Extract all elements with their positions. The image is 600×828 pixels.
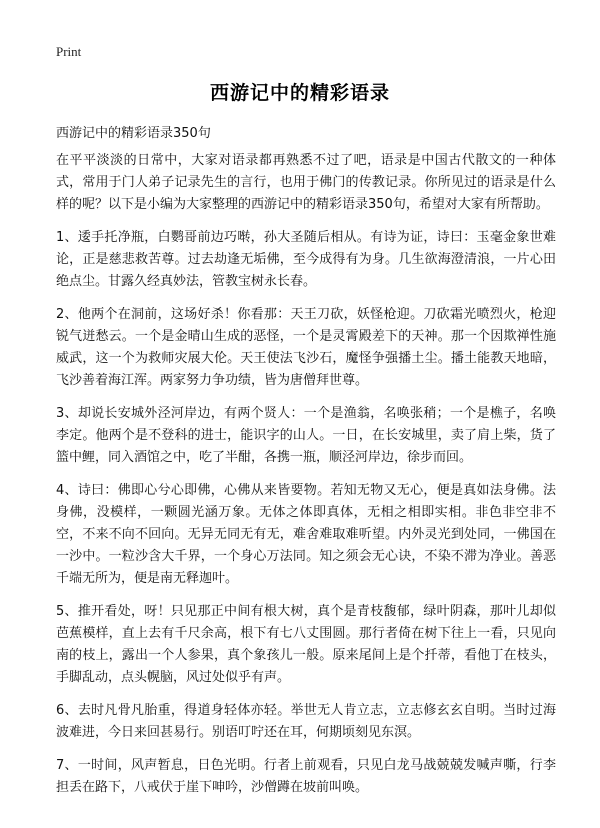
intro-paragraph: 在平平淡淡的日常中，大家对语录都再熟悉不过了吧，语录是中国古代散文的一种体式，常用于门人弟子记录先生的言行，也用于佛门的传教记录。你所见过的语录是什么样的呢？以下是小编为大家整理的西游记中的精彩语录350句，希望对大家有所帮助。 (56, 153, 556, 212)
quote-paragraph: 4、诗曰：佛即心兮心即佛，心佛从来皆要物。若知无物又无心，便是真如法身佛。法身佛，没模样，一颗圆光涵万象。无体之体即真体，无相之相即实相。非色非空非不空，不来不向不回向。无异无同无有无，难舍难取难听望。内外灵光到处同，一佛国在一沙中。一粒沙含大千界，一个身心万法同。知之须会无心诀，不染不滞为净业。善恶千端无所为，便是南无释迦叶。 (56, 483, 556, 586)
print-link[interactable]: Print (56, 44, 82, 59)
document-body (56, 150, 556, 810)
quote-paragraph: 3、却说长安城外泾河岸边，有两个贤人：一个是渔翁，名唤张稍；一个是樵子，名唤李定。他两个是不登科的进士，能识字的山人。一日，在长安城里，卖了肩上柴，货了篮中鲤，同入酒馆之中，吃了半酣，各携一瓶，顺泾河岸边，徐步而回。 (56, 406, 556, 465)
quote-paragraph: 7、一时间，风声暂息，日色光明。行者上前观看，只见白龙马战兢兢发喊声嘶，行李担丢在路下，八戒伏于崖下呻吟，沙僧蹲在坡前叫唤。 (56, 758, 556, 795)
quote-paragraph: 2、他两个在洞前，这场好杀！你看那：天王刀砍，妖怪枪迎。刀砍霜光喷烈火，枪迎锐气迸愁云。一个是金晴山生成的恶怪，一个是灵霄殿差下的天神。那一个因欺禅性施威武，这一个为救师灾展大伦。天王使法飞沙石，魔怪争强播土尘。播土能教天地暗，飞沙善着海江浑。两家努力争功绩，皆为唐僧拜世尊。 (56, 307, 556, 388)
quote-paragraph: 6、去时凡骨凡胎重，得道身轻体亦轻。举世无人肯立志，立志修玄玄自明。当时过海波难进，今日来回甚易行。别语叮咛还在耳，何期顷刻见东溟。 (56, 703, 556, 740)
quote-paragraph: 5、推开看处，呀！只见那正中间有根大树，真个是青枝馥郁，绿叶阴森，那叶儿却似芭蕉模样，直上去有千尺余高，根下有七八丈围圆。那行者倚在树下往上一看，只见向南的枝上，露出一个人参果，真个象孩儿一般。原来尾间上是个扦蒂，看他丁在枝头，手脚乱动，点头幌脑，风过处似乎有声。 (56, 604, 556, 685)
page-title: 西游记中的精彩语录 (209, 82, 390, 104)
document-subtitle: 西游记中的精彩语录350句 (56, 126, 211, 141)
quote-paragraph: 1、逶手托净瓶，白鹦哥前边巧啭，孙大圣随后相从。有诗为证，诗曰：玉毫金象世难论，正是慈悲救苦尊。过去劫逢无垢佛，至今成得有为身。几生欲海澄清浪，一片心田绝点尘。甘露久经真妙法，管教宝树永长春。 (56, 230, 556, 289)
